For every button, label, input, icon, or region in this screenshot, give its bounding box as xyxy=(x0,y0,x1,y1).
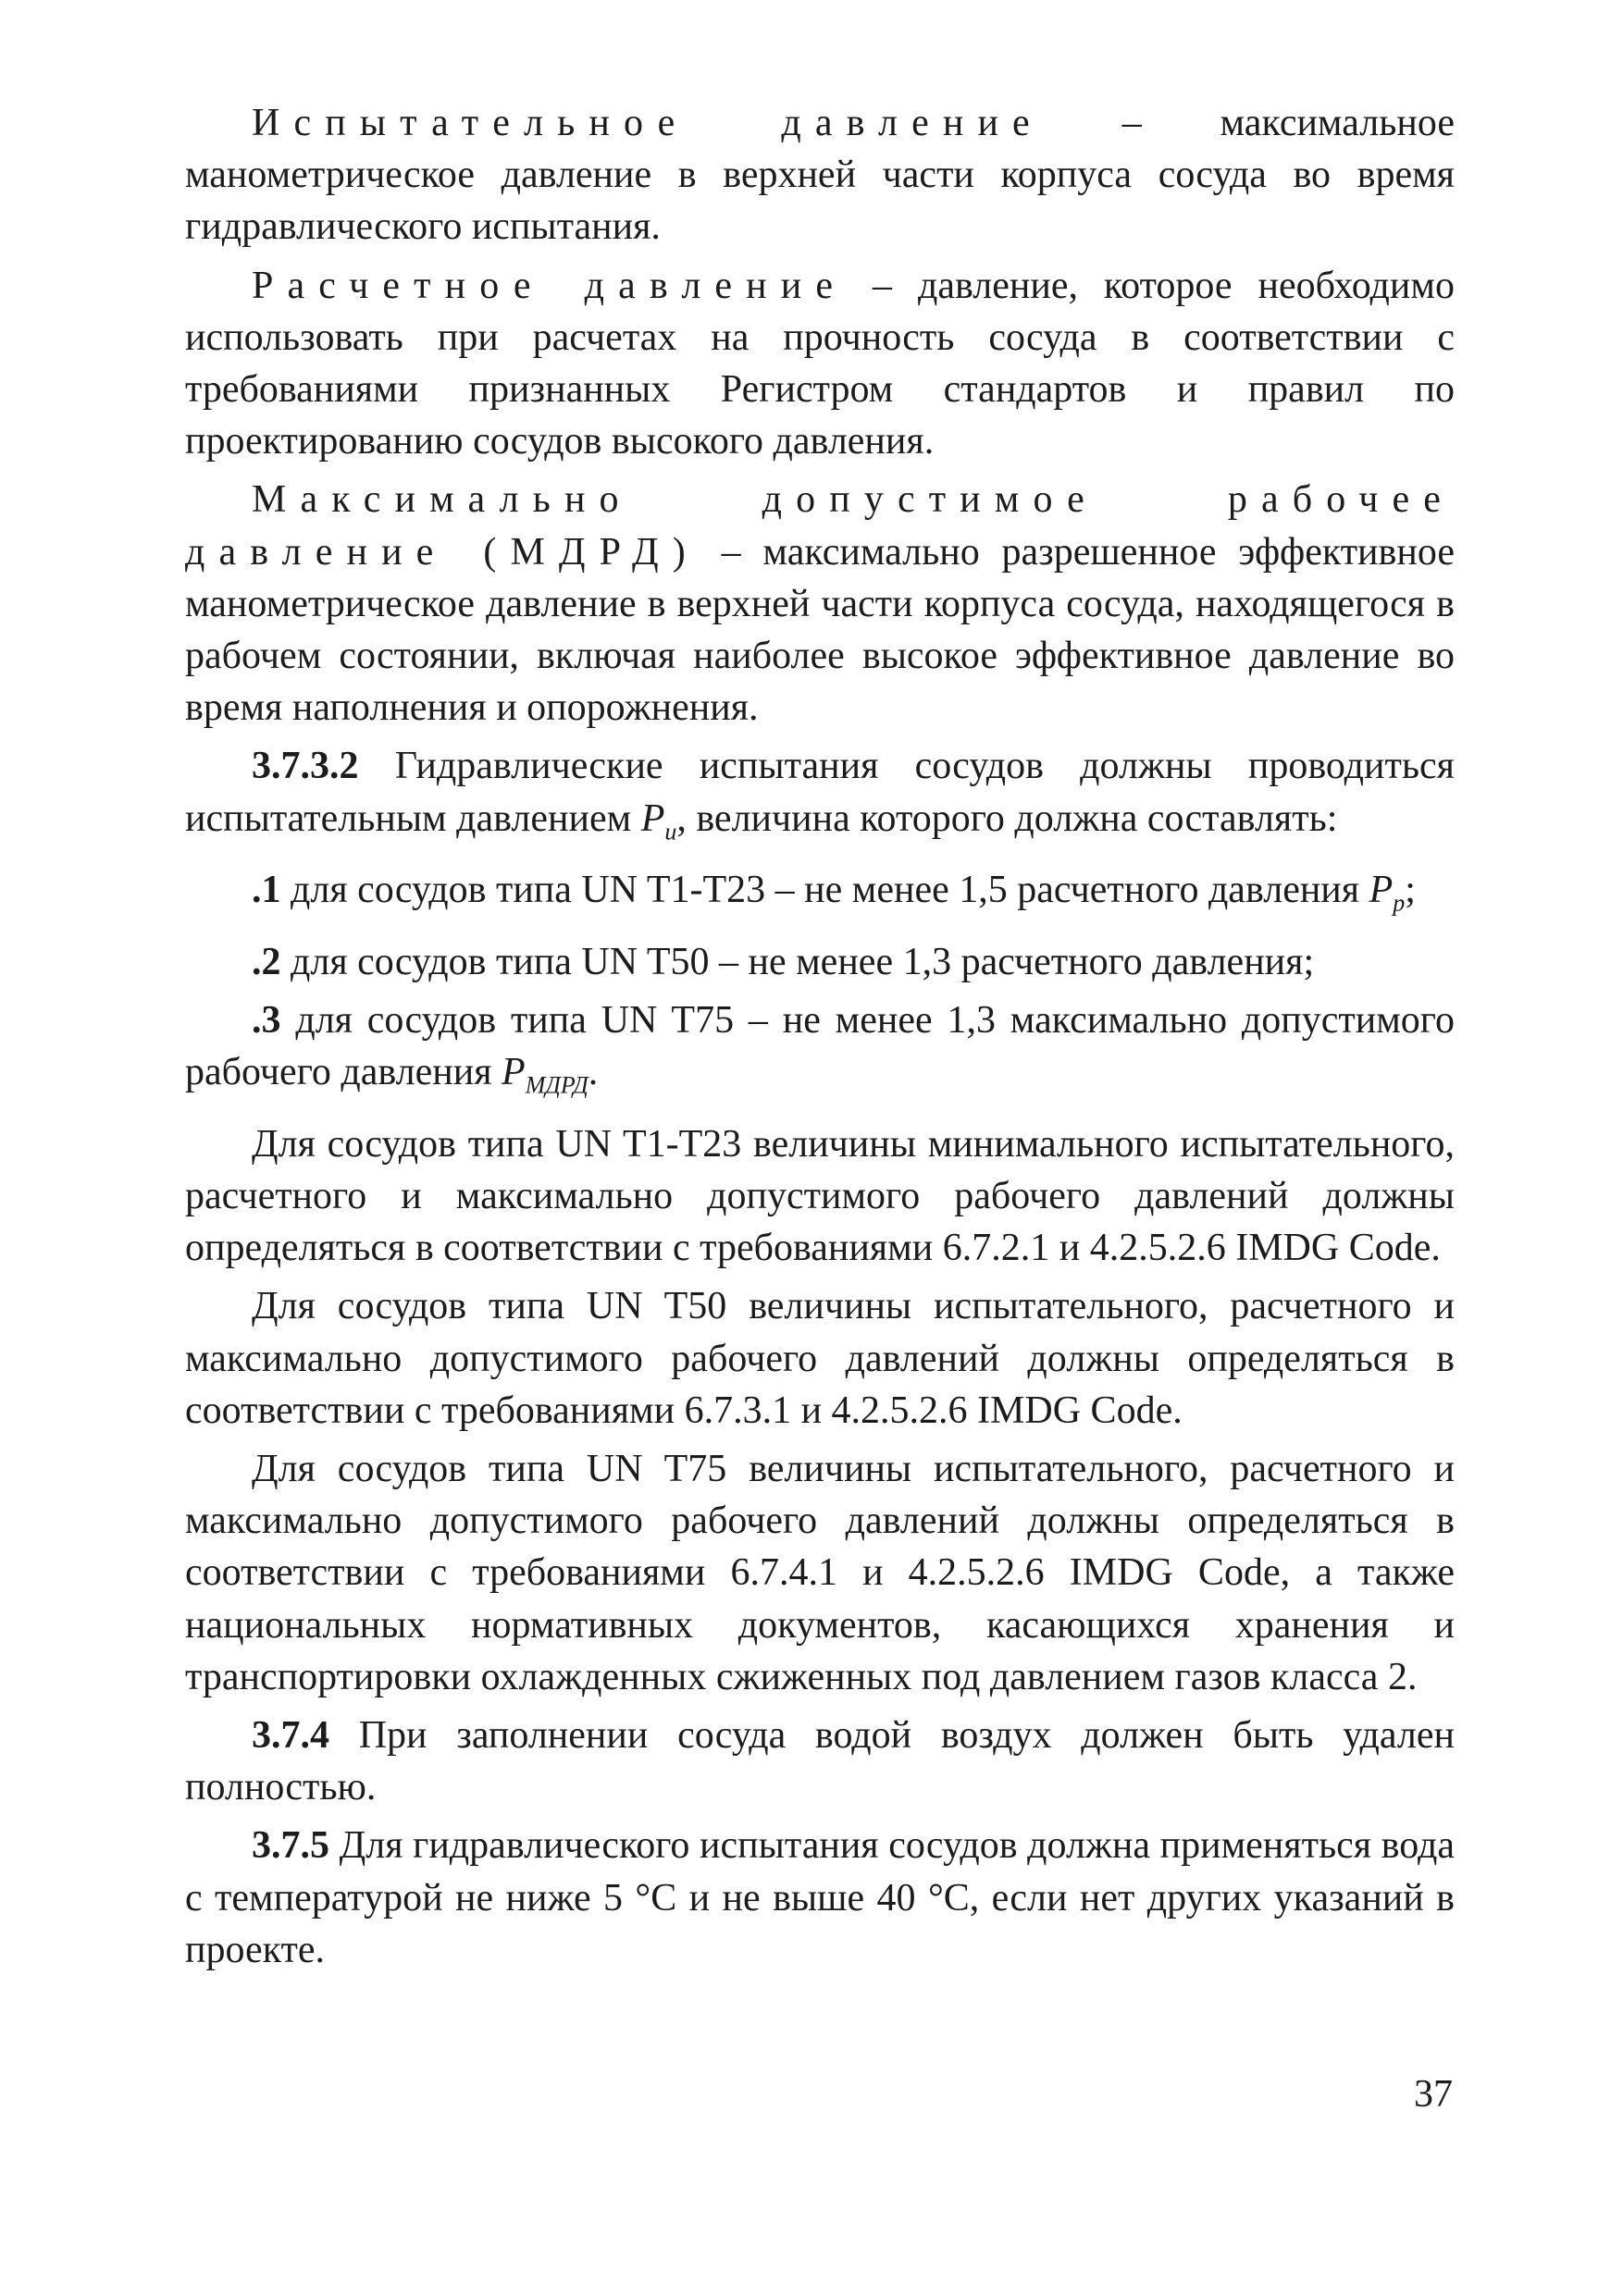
clause-3-7-5 xyxy=(185,1820,1455,1976)
item-text: для сосудов типа UN T75 – не менее 1,3 максимально допустимого рабочего давления xyxy=(185,999,1455,1094)
paragraph-design-pressure xyxy=(185,260,1455,468)
item-number: .3 xyxy=(252,999,281,1043)
page-number: 37 xyxy=(1414,2073,1453,2116)
paragraph-t75: Для сосудов типа UN T75 величины испытательного, расчетного и максимально допустимого рабочего давлений должны определяться в соответствии с требованиями 6.7.4.1 и 4.2.5.2.6 IMDG Code, а также национальных нормативных документов, касающихся хранения и транспортировки охлажденных сжиженных под давлением газов класса 2. xyxy=(185,1448,1455,1698)
definition-test-pressure: – максимальное манометрическое давление в верхней части корпуса сосуда во время гидравлического испытания. xyxy=(185,102,1455,249)
symbol-p-design: $P_p$ xyxy=(1369,869,1406,917)
paragraph-t1-t23: Для сосудов типа UN T1-T23 величины минимального испытательного, расчетного и максимально допустимого рабочего давлений должны определяться в соответствии с требованиями 6.7.2.1 и 4.2.5.2.6 IMDG Code. xyxy=(185,1122,1455,1270)
paragraph-test-pressure xyxy=(185,97,1455,253)
paragraph-mawp xyxy=(185,474,1455,734)
item-text: для сосудов типа UN T50 – не менее 1,3 расчетного давления; xyxy=(280,940,1315,983)
clause-number: 3.7.3.2 xyxy=(252,745,359,788)
symbol-p-mawp: $P_{МДРД}$ xyxy=(502,1051,588,1099)
item-text: для сосудов типа UN T1-T23 – не менее 1,5 расчетного давления xyxy=(280,869,1369,912)
clause-3-7-4 xyxy=(185,1710,1455,1813)
paragraph-t50: Для сосудов типа UN T50 величины испытательного, расчетного и максимально допустимого рабочего давлений должны определяться в соответствии с требованиями 6.7.3.1 и 4.2.5.2.6 IMDG Code. xyxy=(185,1285,1455,1432)
clause-3-7-3-2 xyxy=(185,740,1455,858)
term-design-pressure: Расчетное давление xyxy=(252,264,848,307)
clause-text: Гидравлические испытания сосудов должны проводиться испытательным давлением xyxy=(185,745,1455,840)
clause-number: 3.7.4 xyxy=(252,1714,329,1758)
term-test-pressure: Испытательное давление xyxy=(252,102,1044,144)
document-body xyxy=(185,97,1455,1982)
term-mawp: Максимально допустимое рабочее давление (МДРД) xyxy=(185,478,1455,574)
clause-text-cont: , величина которого должна составлять: xyxy=(676,796,1338,840)
definition-mawp: – максимально разрешенное эффективное манометрическое давление в верхней части корпуса сосуда, находящегося в рабочем состоянии, включая наиболее высокое эффективное давление во время наполнения и опорожнения. xyxy=(185,530,1455,730)
item-number: .2 xyxy=(252,940,281,983)
list-item-3: .3 для сосудов типа UN T75 – не менее 1,3 максимально допустимого рабочего давления $P_{МДРД}$. xyxy=(185,999,1455,1099)
list-item-1: .1 для сосудов типа UN T1-T23 – не менее 1,5 расчетного давления $P_p$; xyxy=(252,869,1416,917)
clause-text: Для гидравлического испытания сосудов должна применяться вода с температурой не ниже 5 °С и не выше 40 °С, если нет других указаний в проекте. xyxy=(185,1824,1455,1971)
clause-text: При заполнении сосуда водой воздух должен быть удален полностью. xyxy=(185,1714,1455,1809)
item-number: .1 xyxy=(252,869,281,912)
definition-design-pressure: – давление, которое необходимо использовать при расчетах на прочность сосуда в соответствии с требованиями признанных Регистром стандартов и правил по проектированию сосудов высокого давления. xyxy=(185,264,1455,463)
list-item-2 xyxy=(185,936,1455,988)
clause-number: 3.7.5 xyxy=(252,1824,329,1868)
symbol-p-test: $P_и$ xyxy=(640,796,677,846)
